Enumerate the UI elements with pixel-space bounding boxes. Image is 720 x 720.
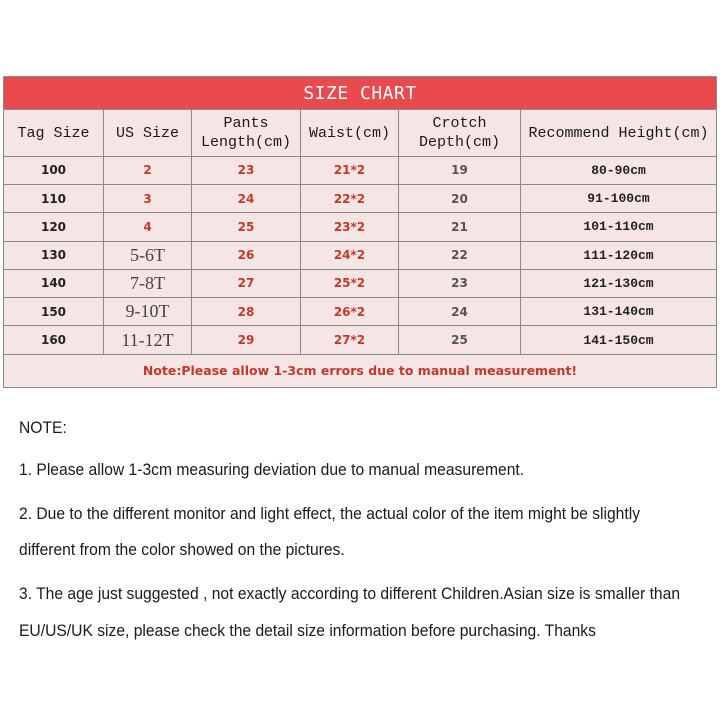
- waist-cell: 23*2: [301, 213, 399, 241]
- us-size-cell: 11-12T: [104, 326, 192, 354]
- header-recommend-height: [521, 110, 717, 156]
- waist-cell: 26*2: [301, 298, 399, 326]
- crotch-depth-cell: 20: [399, 185, 521, 213]
- table-row: [4, 213, 717, 241]
- tag-size-cell: 100: [4, 156, 104, 184]
- header-pants-length: [192, 110, 301, 156]
- table-row: [4, 241, 717, 269]
- crotch-depth-cell: 25: [399, 326, 521, 354]
- note-item-2-line-2: different from the color showed on the pictures.: [19, 540, 345, 559]
- waist-cell: 25*2: [301, 269, 399, 297]
- size-chart-table: [3, 76, 717, 388]
- header-us-size: [104, 110, 192, 156]
- header-label-line-1: Pants: [223, 115, 269, 133]
- tag-size-cell: 130: [4, 241, 104, 269]
- us-size-cell: 7-8T: [104, 269, 192, 297]
- us-size-cell: 5-6T: [104, 241, 192, 269]
- waist-cell: 21*2: [301, 156, 399, 184]
- note-item-1: 1. Please allow 1-3cm measuring deviation due to manual measurement.: [19, 460, 525, 479]
- us-size-cell: 9-10T: [104, 298, 192, 326]
- header-label-line-2: Depth(cm): [418, 134, 500, 152]
- note-item-2-line-1: 2. Due to the different monitor and light effect, the actual color of the item might be slightly: [19, 504, 641, 523]
- table-row: [4, 326, 717, 354]
- table-row: [4, 269, 717, 297]
- recommend-height-cell: 121-130cm: [521, 269, 717, 297]
- header-row: [4, 110, 717, 156]
- header-label-line-1: US Size: [115, 124, 179, 142]
- note-item-3-line-2: EU/US/UK size, please check the detail size information before purchasing. Thanks: [19, 621, 596, 640]
- recommend-height-cell: 80-90cm: [521, 156, 717, 184]
- tag-size-cell: 110: [4, 185, 104, 213]
- pants-length-cell: 29: [192, 326, 301, 354]
- crotch-depth-cell: 23: [399, 269, 521, 297]
- header-label-line-1: Waist(cm): [308, 124, 390, 142]
- crotch-depth-cell: 22: [399, 241, 521, 269]
- tag-size-cell: 160: [4, 326, 104, 354]
- tag-size-cell: 150: [4, 298, 104, 326]
- size-rows: [4, 156, 717, 354]
- footer-row: [4, 354, 717, 387]
- recommend-height-cell: 131-140cm: [521, 298, 717, 326]
- pants-length-cell: 25: [192, 213, 301, 241]
- pants-length-cell: 23: [192, 156, 301, 184]
- notes-heading: NOTE:: [19, 418, 67, 437]
- waist-cell: 24*2: [301, 241, 399, 269]
- tag-size-cell: 140: [4, 269, 104, 297]
- header-tag-size: [4, 110, 104, 156]
- us-size-cell: 3: [104, 185, 192, 213]
- crotch-depth-cell: 24: [399, 298, 521, 326]
- header-label-line-1: Tag Size: [17, 124, 90, 142]
- tag-size-cell: 120: [4, 213, 104, 241]
- crotch-depth-cell: 21: [399, 213, 521, 241]
- table-row: [4, 185, 717, 213]
- recommend-height-cell: 111-120cm: [521, 241, 717, 269]
- recommend-height-cell: 141-150cm: [521, 326, 717, 354]
- note-item-3-line-1: 3. The age just suggested , not exactly according to different Children.Asian size is smaller than: [19, 584, 681, 603]
- header-label-line-1: Crotch: [432, 115, 487, 133]
- pants-length-cell: 24: [192, 185, 301, 213]
- chart-title: SIZE CHART: [4, 77, 717, 110]
- recommend-height-cell: 91-100cm: [521, 185, 717, 213]
- pants-length-cell: 28: [192, 298, 301, 326]
- header-label-line-2: Length(cm): [200, 134, 291, 152]
- table-row: [4, 156, 717, 184]
- crotch-depth-cell: 19: [399, 156, 521, 184]
- title-row: [4, 77, 717, 110]
- waist-cell: 27*2: [301, 326, 399, 354]
- pants-length-cell: 27: [192, 269, 301, 297]
- us-size-cell: 4: [104, 213, 192, 241]
- header-label-line-1: Recommend Height(cm): [528, 124, 709, 142]
- table-row: [4, 298, 717, 326]
- header-waist: [301, 110, 399, 156]
- us-size-cell: 2: [104, 156, 192, 184]
- waist-cell: 22*2: [301, 185, 399, 213]
- pants-length-cell: 26: [192, 241, 301, 269]
- footer-note: Note:Please allow 1-3cm errors due to manual measurement!: [4, 354, 717, 387]
- recommend-height-cell: 101-110cm: [521, 213, 717, 241]
- header-crotch-depth: [399, 110, 521, 156]
